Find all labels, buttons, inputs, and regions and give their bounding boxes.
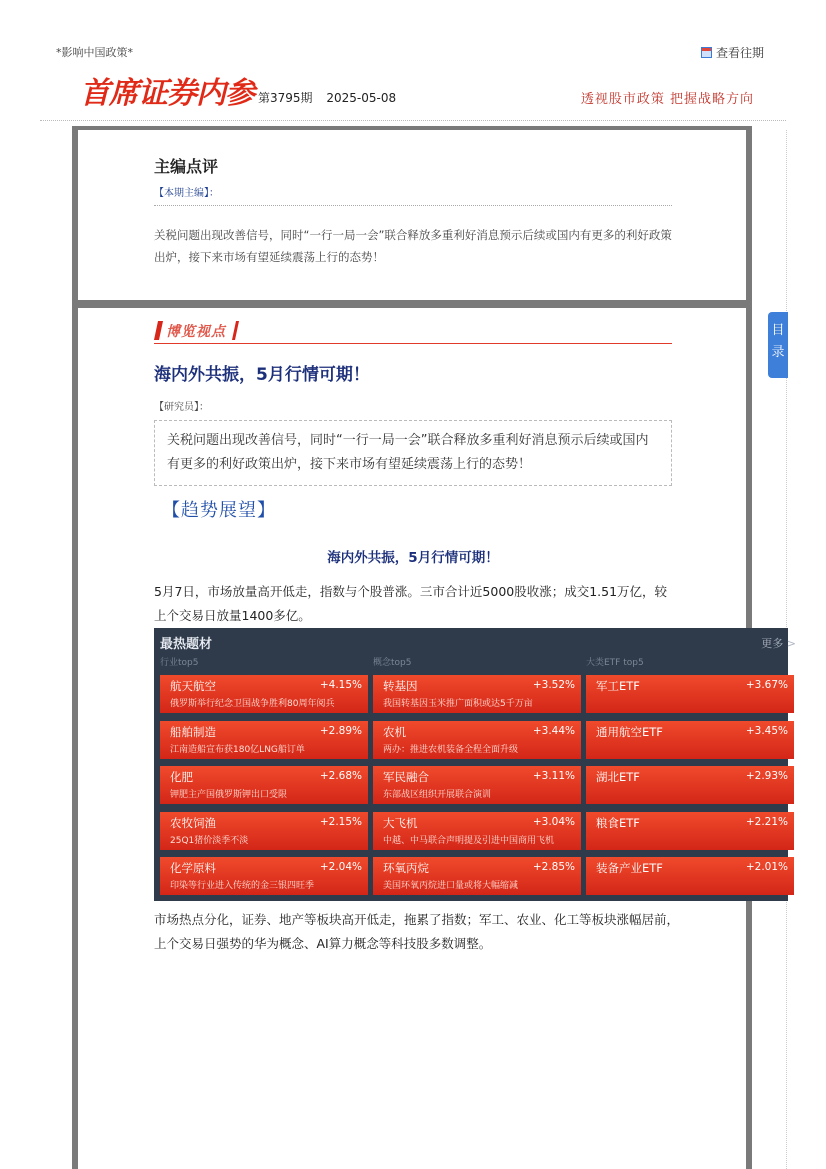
toc-label: 目 xyxy=(771,323,785,338)
column-header: 大类ETF top5 xyxy=(586,658,644,668)
topic-name: 航天航空 xyxy=(170,679,216,693)
topic-name: 化肥 xyxy=(170,770,193,784)
issue-info xyxy=(258,89,406,106)
paragraph-hotspots: 市场热点分化，证券、地产等板块高开低走，拖累了指数；军工、农业、化工等板块涨幅居前，上个交易日强势的华为概念、AI算力概念等科技股多数调整。 xyxy=(154,912,680,951)
topic-tile[interactable] xyxy=(373,857,581,895)
editor-tag: 【本期主编】： xyxy=(154,188,219,199)
topic-description: 印染等行业进入传统的金三银四旺季 xyxy=(170,881,315,891)
topic-name: 装备产业ETF xyxy=(596,861,663,875)
hot-topics-title: 最热题材 xyxy=(160,637,213,652)
topic-description: 美国环氧丙烷进口量或将大幅缩减 xyxy=(383,881,519,891)
topic-description: 两办：推进农机装备全程全面升级 xyxy=(383,744,519,755)
topic-change: +3.11% xyxy=(532,770,575,782)
summary-box: 关税问题出现改善信号，同时“一行一局一会”联合释放多重利好消息预示后续或国内有更多的利好政策出炉，接下来市场有望延续震荡上行的态势！ xyxy=(154,420,672,486)
topic-name: 大飞机 xyxy=(383,815,418,830)
issue-date: 2025-05-08 xyxy=(326,91,397,105)
topic-name: 环氧丙烷 xyxy=(383,861,429,875)
topic-tile[interactable] xyxy=(160,857,368,895)
view-history-label: 查看往期 xyxy=(715,46,764,60)
issue-number: 第3795期 xyxy=(258,91,313,105)
topic-name: 粮食ETF xyxy=(596,815,640,830)
slogan: 透视股市政策 把握战略方向 xyxy=(580,92,754,107)
article-title: 海内外共振，5月行情可期！ xyxy=(154,365,370,385)
topic-name: 农机 xyxy=(383,724,406,739)
topic-tile[interactable] xyxy=(586,766,794,804)
topic-name: 转基因 xyxy=(383,679,418,693)
editor-section-title: 主编点评 xyxy=(154,157,219,176)
calendar-icon xyxy=(701,47,712,58)
hot-topics-panel xyxy=(154,628,796,901)
more-link[interactable]: 更多 > xyxy=(761,637,796,650)
viewpoint-heading: 博览视点 xyxy=(166,324,226,340)
topic-tile[interactable] xyxy=(373,766,581,804)
topic-change: +2.15% xyxy=(319,815,362,828)
topic-name: 船舶制造 xyxy=(170,724,216,739)
topic-description: 25Q1猪价淡季不淡 xyxy=(170,835,249,846)
topic-change: +3.04% xyxy=(532,815,575,828)
topic-name: 军民融合 xyxy=(383,770,429,784)
topic-tile[interactable] xyxy=(160,766,368,804)
topic-description: 钾肥主产国俄罗斯钾出口受限 xyxy=(170,790,288,800)
topic-change: +2.68% xyxy=(319,770,362,782)
topic-tile[interactable] xyxy=(586,857,794,895)
topic-tile[interactable] xyxy=(586,721,794,759)
topic-description: 江南造船宣布获180亿LNG船订单 xyxy=(170,744,305,755)
topic-name: 军工ETF xyxy=(596,679,640,693)
topic-change: +2.21% xyxy=(745,815,788,828)
topic-name: 通用航空ETF xyxy=(596,724,663,739)
header-divider xyxy=(40,120,786,121)
editor-frame xyxy=(72,126,752,306)
paragraph-market-summary: 5月7日，市场放量高开低走，指数与个股普涨。三市合计近5000股收涨；成交1.51万亿，较上个交易日放量1400多亿。 xyxy=(154,584,668,623)
logo: 首席证券内参 xyxy=(80,76,254,111)
column-header: 行业top5 xyxy=(160,658,199,668)
toc-tab[interactable] xyxy=(768,312,788,378)
view-history-link[interactable] xyxy=(701,44,764,61)
topic-change: +2.93% xyxy=(745,770,788,782)
top-note: *影响中国政策* xyxy=(56,46,133,59)
topic-change: +2.89% xyxy=(319,724,362,737)
topic-name: 湖北ETF xyxy=(596,770,640,784)
column-header: 概念top5 xyxy=(373,658,412,668)
topic-change: +2.01% xyxy=(745,861,788,873)
topic-tile[interactable] xyxy=(586,812,794,850)
topic-description: 中越、中马联合声明提及引进中国商用飞机 xyxy=(383,835,555,846)
header-accent-bar xyxy=(154,321,163,340)
topic-tile[interactable] xyxy=(160,812,368,850)
topic-description: 东部战区组织开展联合演训 xyxy=(383,790,492,800)
masthead xyxy=(80,72,406,112)
sub-title: 海内外共振，5月行情可期！ xyxy=(327,550,499,566)
topic-description: 我国转基因玉米推广面积或达5千万亩 xyxy=(383,699,533,709)
researcher-label: 【研究员】： xyxy=(154,402,209,413)
topic-tile[interactable] xyxy=(373,721,581,759)
viewpoint-section-header xyxy=(154,319,672,344)
topic-tile[interactable] xyxy=(373,675,581,713)
topic-tile[interactable] xyxy=(160,675,368,713)
topic-tile[interactable] xyxy=(160,721,368,759)
topic-change: +3.52% xyxy=(532,679,575,691)
toc-label: 录 xyxy=(771,345,785,360)
topic-change: +3.44% xyxy=(532,724,575,737)
topic-change: +4.15% xyxy=(319,679,362,691)
header-accent-bar xyxy=(232,321,239,340)
topic-name: 农牧饲渔 xyxy=(170,815,216,830)
editor-divider xyxy=(154,205,672,206)
topic-change: +3.67% xyxy=(745,679,788,691)
topic-change: +2.85% xyxy=(532,861,575,873)
trend-heading: 【趋势展望】 xyxy=(162,500,276,521)
topic-description: 俄罗斯举行纪念卫国战争胜利80周年阅兵 xyxy=(170,699,335,709)
editor-comment: 关税问题出现改善信号，同时“一行一局一会”联合释放多重利好消息预示后续或国内有更多的利好政策出炉，接下来市场有望延续震荡上行的态势！ xyxy=(154,228,672,264)
topic-change: +2.04% xyxy=(319,861,362,873)
topic-name: 化学原料 xyxy=(170,861,216,875)
topic-change: +3.45% xyxy=(745,724,788,737)
topic-tile[interactable] xyxy=(373,812,581,850)
topic-tile[interactable] xyxy=(586,675,794,713)
